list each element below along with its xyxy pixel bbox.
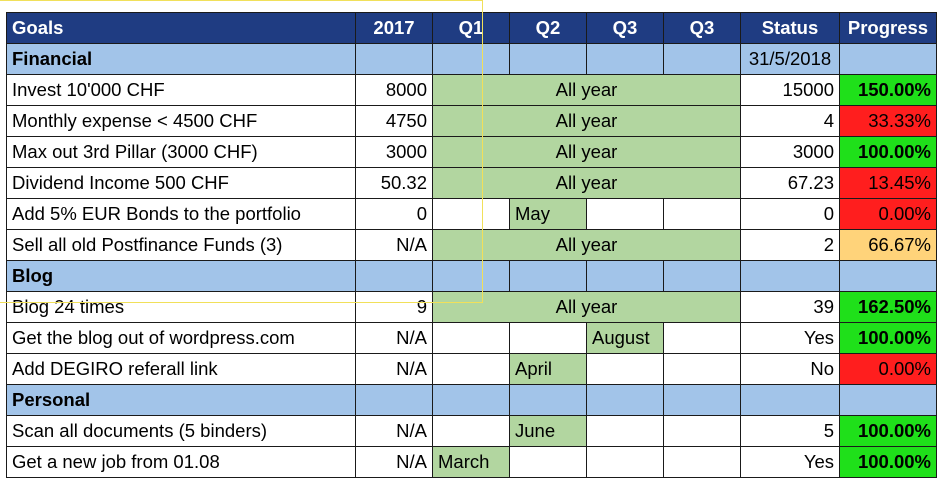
value-2017-cell[interactable]: N/A [356, 416, 433, 447]
q2-cell[interactable] [510, 323, 587, 354]
goal-cell[interactable]: Add 5% EUR Bonds to the portfolio [7, 199, 356, 230]
goal-cell[interactable]: Scan all documents (5 binders) [7, 416, 356, 447]
cell[interactable] [664, 385, 741, 416]
cell[interactable] [356, 261, 433, 292]
status-cell[interactable]: No [741, 354, 840, 385]
progress-cell[interactable]: 150.00% [840, 75, 937, 106]
progress-cell[interactable]: 13.45% [840, 168, 937, 199]
period-cell[interactable]: All year [433, 137, 741, 168]
period-cell[interactable]: March [433, 447, 510, 478]
period-cell[interactable]: All year [433, 230, 741, 261]
status-cell[interactable]: 4 [741, 106, 840, 137]
header-goals[interactable]: Goals [7, 13, 356, 44]
section-row-personal [7, 385, 937, 416]
progress-cell[interactable]: 0.00% [840, 354, 937, 385]
cell[interactable] [664, 44, 741, 75]
period-cell[interactable]: August [587, 323, 664, 354]
header-q2[interactable]: Q2 [510, 13, 587, 44]
header-status[interactable]: Status [741, 13, 840, 44]
header-q3-second[interactable]: Q3 [664, 13, 741, 44]
table-row [7, 447, 937, 478]
cell[interactable] [840, 44, 937, 75]
cell[interactable] [741, 385, 840, 416]
cell[interactable] [664, 261, 741, 292]
progress-cell[interactable]: 162.50% [840, 292, 937, 323]
q3-cell[interactable] [664, 416, 741, 447]
cell[interactable] [433, 44, 510, 75]
q3-cell[interactable] [587, 354, 664, 385]
cell[interactable] [587, 44, 664, 75]
value-2017-cell[interactable]: 3000 [356, 137, 433, 168]
q3-cell[interactable] [587, 447, 664, 478]
value-2017-cell[interactable]: N/A [356, 230, 433, 261]
value-2017-cell[interactable]: 9 [356, 292, 433, 323]
progress-cell[interactable]: 33.33% [840, 106, 937, 137]
cell[interactable] [510, 44, 587, 75]
goal-cell[interactable]: Sell all old Postfinance Funds (3) [7, 230, 356, 261]
table-row [7, 168, 937, 199]
status-cell[interactable]: 39 [741, 292, 840, 323]
goal-cell[interactable]: Get the blog out of wordpress.com [7, 323, 356, 354]
goal-cell[interactable]: Blog 24 times [7, 292, 356, 323]
cell[interactable] [840, 261, 937, 292]
progress-cell[interactable]: 100.00% [840, 323, 937, 354]
progress-cell[interactable]: 66.67% [840, 230, 937, 261]
cell[interactable] [433, 261, 510, 292]
q3-cell[interactable] [587, 199, 664, 230]
table-row [7, 292, 937, 323]
goal-cell[interactable]: Monthly expense < 4500 CHF [7, 106, 356, 137]
section-row-blog [7, 261, 937, 292]
period-cell[interactable]: All year [433, 106, 741, 137]
table-row [7, 416, 937, 447]
table-row [7, 199, 937, 230]
cell[interactable] [741, 261, 840, 292]
value-2017-cell[interactable]: 50.32 [356, 168, 433, 199]
q3-cell[interactable] [664, 354, 741, 385]
value-2017-cell[interactable]: N/A [356, 447, 433, 478]
q2-cell[interactable] [510, 447, 587, 478]
q3-cell[interactable] [664, 199, 741, 230]
cell[interactable] [510, 261, 587, 292]
q1-cell[interactable] [433, 354, 510, 385]
cell[interactable] [587, 261, 664, 292]
cell[interactable] [356, 385, 433, 416]
goal-cell[interactable]: Invest 10'000 CHF [7, 75, 356, 106]
table-row [7, 106, 937, 137]
goals-table [6, 12, 937, 478]
cell[interactable] [510, 385, 587, 416]
cell[interactable] [840, 385, 937, 416]
cell[interactable] [587, 385, 664, 416]
q3-cell[interactable] [664, 447, 741, 478]
cell[interactable] [356, 44, 433, 75]
status-cell[interactable]: 15000 [741, 75, 840, 106]
status-cell[interactable]: 67.23 [741, 168, 840, 199]
status-cell[interactable]: Yes [741, 447, 840, 478]
goal-cell[interactable]: Add DEGIRO referall link [7, 354, 356, 385]
value-2017-cell[interactable]: N/A [356, 323, 433, 354]
period-cell[interactable]: All year [433, 168, 741, 199]
period-cell[interactable]: June [510, 416, 587, 447]
goal-cell[interactable]: Dividend Income 500 CHF [7, 168, 356, 199]
value-2017-cell[interactable]: 4750 [356, 106, 433, 137]
progress-cell[interactable]: 0.00% [840, 199, 937, 230]
value-2017-cell[interactable]: N/A [356, 354, 433, 385]
status-cell[interactable]: 3000 [741, 137, 840, 168]
q3-cell[interactable] [664, 323, 741, 354]
status-cell[interactable]: 0 [741, 199, 840, 230]
table-row [7, 354, 937, 385]
progress-cell[interactable]: 100.00% [840, 447, 937, 478]
q3-cell[interactable] [587, 416, 664, 447]
table-row [7, 137, 937, 168]
cell[interactable] [433, 385, 510, 416]
table-row [7, 323, 937, 354]
header-row [7, 13, 937, 44]
header-progress[interactable]: Progress [840, 13, 937, 44]
period-cell[interactable]: May [510, 199, 587, 230]
status-cell[interactable]: Yes [741, 323, 840, 354]
goal-cell[interactable]: Max out 3rd Pillar (3000 CHF) [7, 137, 356, 168]
header-q1[interactable]: Q1 [433, 13, 510, 44]
progress-cell[interactable]: 100.00% [840, 137, 937, 168]
q1-cell[interactable] [433, 416, 510, 447]
section-row-financial [7, 44, 937, 75]
section-label-personal[interactable]: Personal [7, 385, 356, 416]
progress-cell[interactable]: 100.00% [840, 416, 937, 447]
section-label-blog[interactable]: Blog [7, 261, 356, 292]
value-2017-cell[interactable]: 8000 [356, 75, 433, 106]
table-row [7, 75, 937, 106]
header-2017[interactable]: 2017 [356, 13, 433, 44]
q1-cell[interactable] [433, 323, 510, 354]
value-2017-cell[interactable]: 0 [356, 199, 433, 230]
header-q3[interactable]: Q3 [587, 13, 664, 44]
period-cell[interactable]: April [510, 354, 587, 385]
section-label-financial[interactable]: Financial [7, 44, 356, 75]
q1-cell[interactable] [433, 199, 510, 230]
period-cell[interactable]: All year [433, 75, 741, 106]
period-cell[interactable]: All year [433, 292, 741, 323]
goal-cell[interactable]: Get a new job from 01.08 [7, 447, 356, 478]
status-date[interactable]: 31/5/2018 [741, 44, 840, 75]
status-cell[interactable]: 5 [741, 416, 840, 447]
status-cell[interactable]: 2 [741, 230, 840, 261]
table-row [7, 230, 937, 261]
